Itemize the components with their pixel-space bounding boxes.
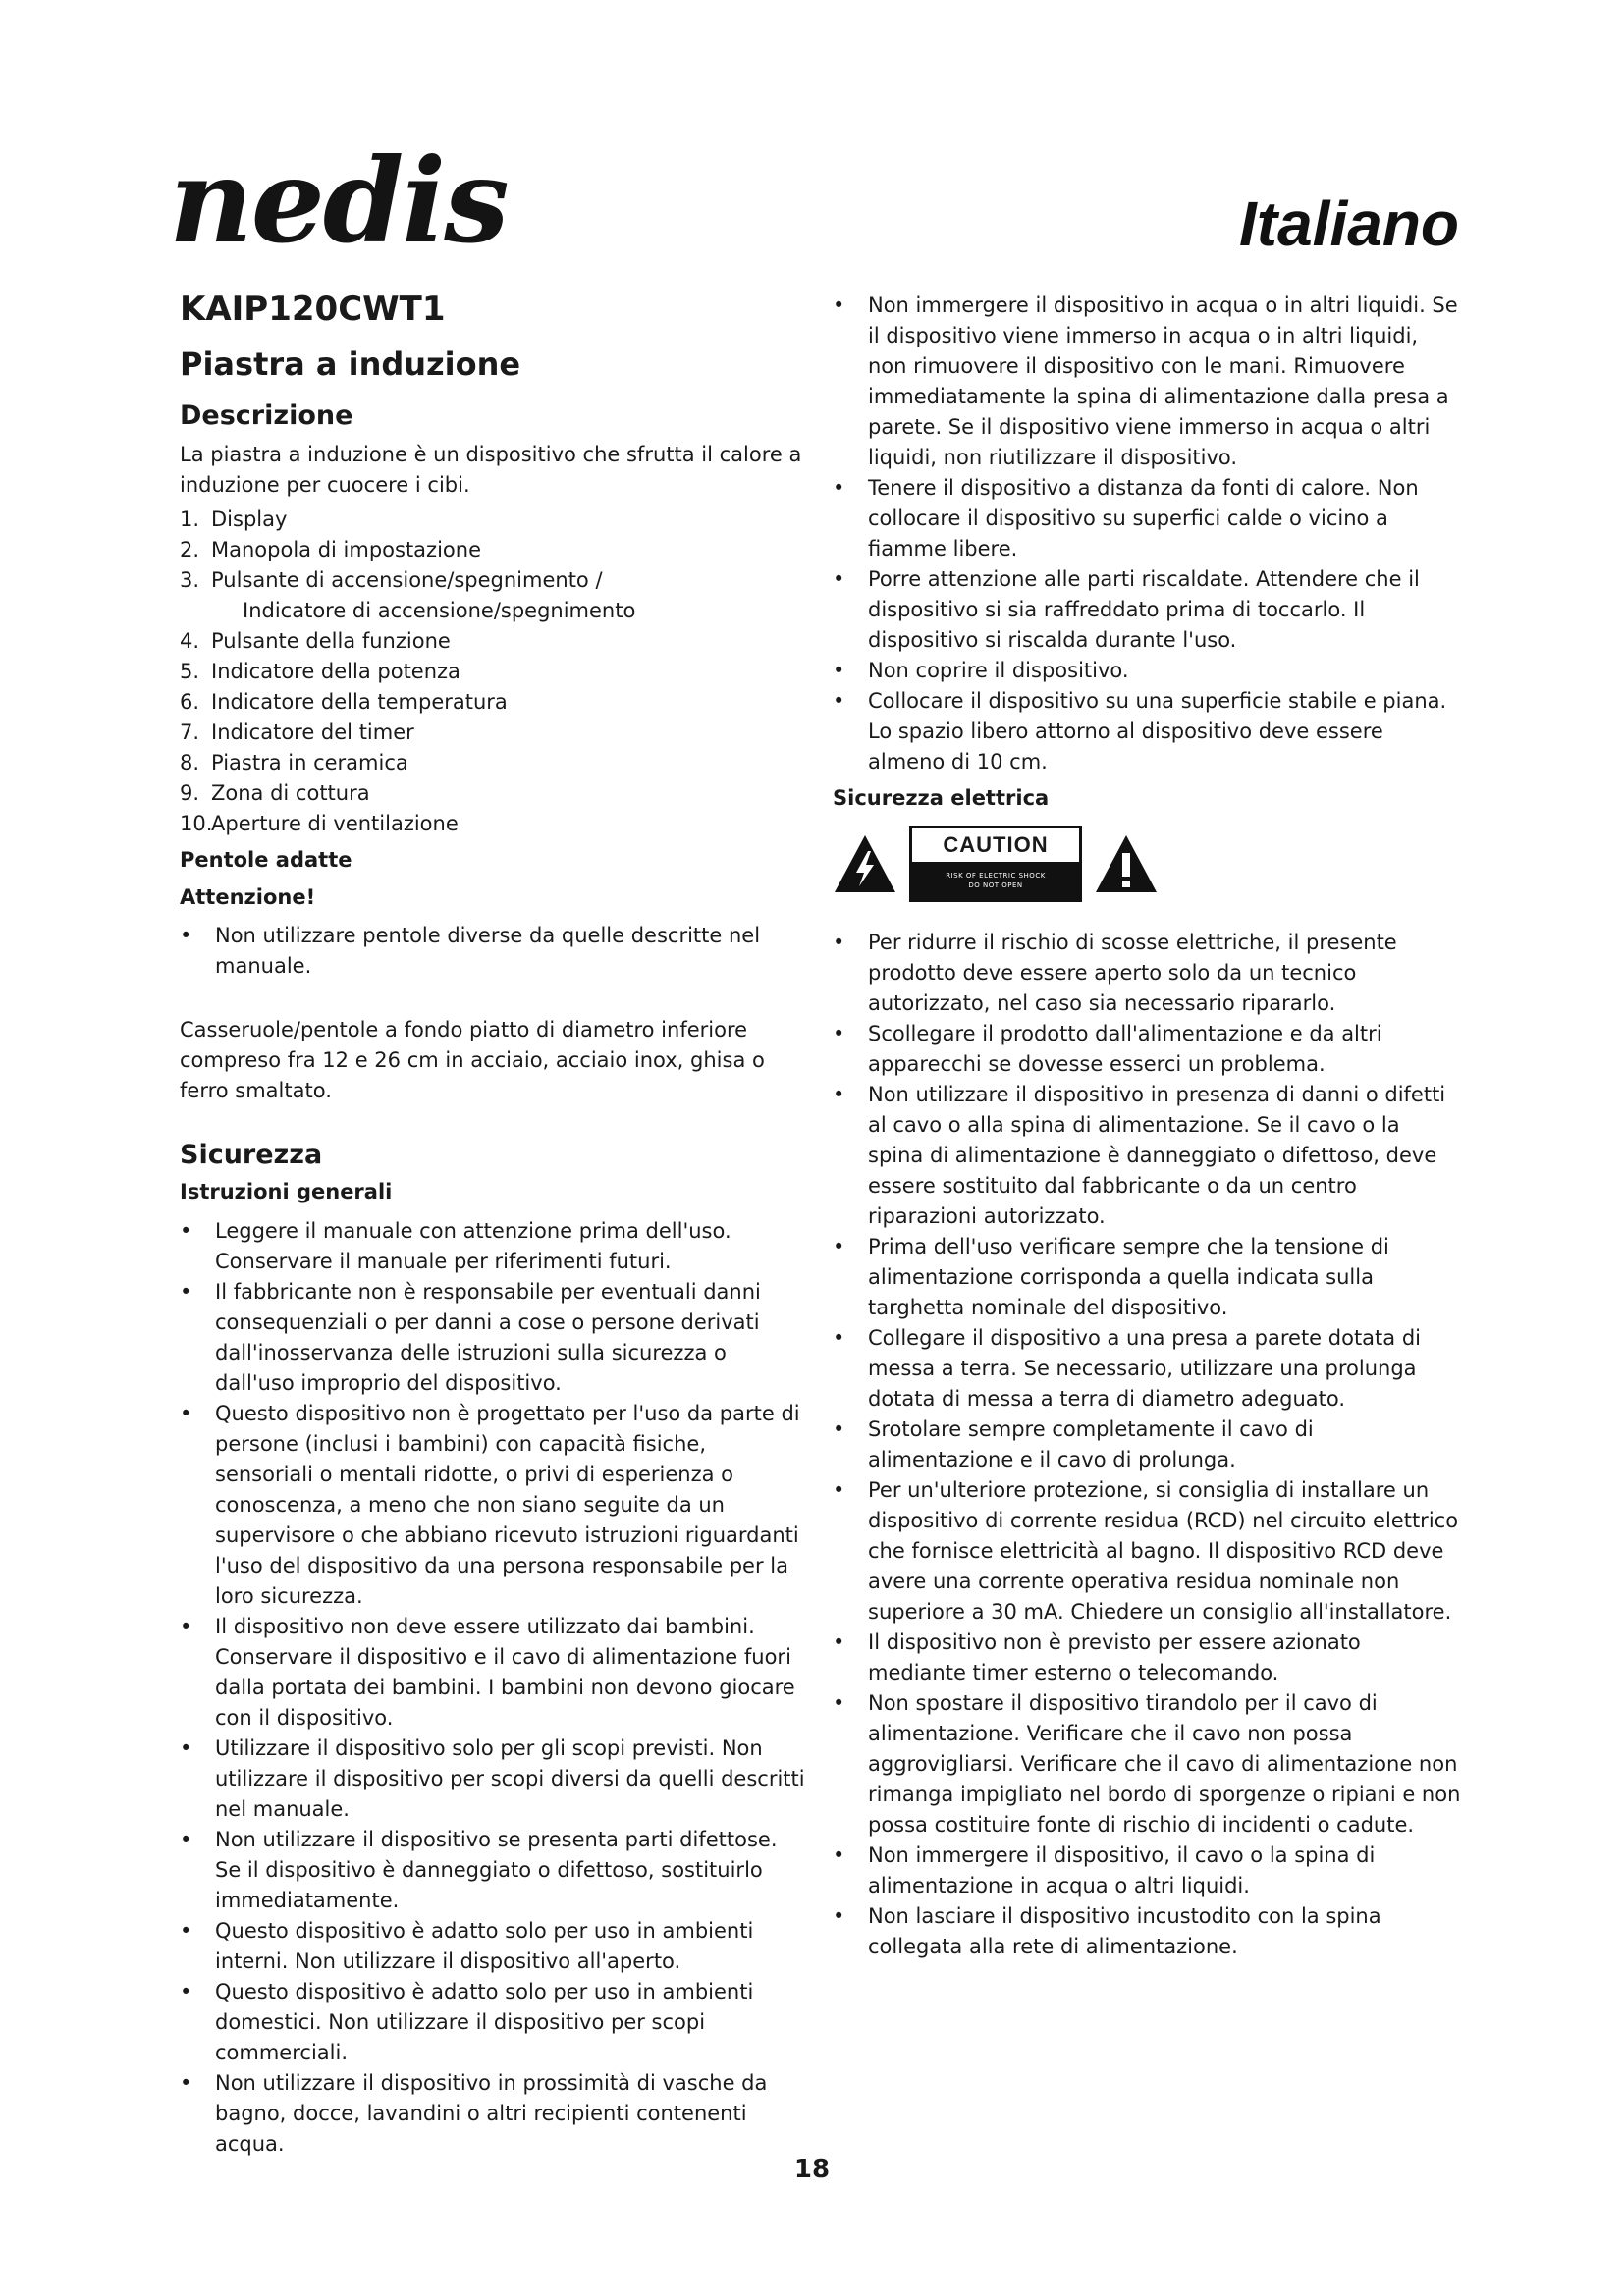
general-instructions-heading: Istruzioni generali — [180, 1180, 393, 1204]
part-number: 9. — [180, 781, 200, 806]
general-instructions-list — [180, 1216, 808, 2160]
bullet-text: Leggere il manuale con attenzione prima dell'uso. Conservare il manuale per riferimenti futuri. — [215, 1218, 731, 1273]
part-label: Indicatore della potenza — [211, 660, 460, 684]
part-number: 8. — [180, 751, 200, 775]
product-title: Piastra a induzione — [180, 346, 521, 384]
bullet-icon — [833, 564, 844, 595]
part-number: 7. — [180, 721, 200, 745]
part-label: Display — [211, 507, 288, 532]
caution-line-1: RISK OF ELECTRIC SHOCK — [946, 872, 1046, 881]
parts-list — [180, 505, 808, 839]
pans-text: Casseruole/pentole a fondo piatto di diametro inferiore compreso fra 12 e 26 cm in acciaio, acciaio inox, ghisa o ferro smaltato. — [180, 1017, 765, 1102]
bullet-item — [833, 473, 1461, 564]
electrical-safety-heading: Sicurezza elettrica — [833, 786, 1050, 810]
bullet-text: Questo dispositivo è adatto solo per uso in ambienti interni. Non utilizzare il dispositivo all'aperto. — [215, 1918, 754, 1973]
bullet-item — [833, 291, 1461, 473]
bullet-item — [180, 1916, 808, 1977]
caution-subtext — [912, 862, 1079, 899]
bullet-item — [833, 1475, 1461, 1628]
bullet-item — [833, 1080, 1461, 1232]
part-item — [180, 718, 808, 748]
bullet-item — [180, 1277, 808, 1399]
bullet-icon — [833, 1475, 844, 1506]
safety-heading: Sicurezza — [180, 1139, 323, 1170]
bullet-text: Non immergere il dispositivo, il cavo o la spina di alimentazione in acqua o altri liquidi. — [868, 1843, 1376, 1898]
caution-line-2: DO NOT OPEN — [968, 881, 1023, 890]
bullet-icon — [833, 656, 844, 686]
bullet-icon — [180, 2068, 191, 2099]
bullet-text: Non utilizzare pentole diverse da quelle descritte nel manuale. — [215, 923, 761, 978]
bullet-text: Srotolare sempre completamente il cavo di alimentazione e il cavo di prolunga. — [868, 1417, 1314, 1472]
bullet-text: Scollegare il prodotto dall'alimentazione e da altri apparecchi se dovesse esserci un problema. — [868, 1022, 1382, 1077]
bullet-icon — [833, 473, 844, 504]
bullet-icon — [833, 1415, 844, 1445]
bullet-icon — [833, 686, 844, 717]
bullet-item — [833, 1841, 1461, 1901]
bullet-icon — [180, 1734, 191, 1764]
part-item — [180, 535, 808, 565]
bullet-item — [833, 1019, 1461, 1080]
part-label: Indicatore della temperatura — [211, 690, 508, 715]
part-number: 10. — [180, 812, 213, 836]
part-item — [180, 687, 808, 718]
bullet-text: Collegare il dispositivo a una presa a parete dotata di messa a terra. Se necessario, utilizzare una prolunga dotata di messa a terra di diametro adeguato. — [868, 1326, 1421, 1412]
bullet-text: Per ridurre il rischio di scosse elettriche, il presente prodotto deve essere aperto solo da un tecnico autorizzato, nel caso sia necessario ripararlo. — [868, 931, 1397, 1016]
bullet-icon — [833, 1232, 844, 1262]
bullet-icon — [833, 1080, 844, 1110]
bullet-icon — [833, 1628, 844, 1658]
bullet-text: Non utilizzare il dispositivo in presenza di danni o difetti al cavo o alla spina di alimentazione. Se il cavo o la spina di alimentazione è danneggiato o difettoso, deve essere sostituito dal fabbricante o da un centro riparazioni autorizzato. — [868, 1083, 1446, 1229]
part-number: 5. — [180, 660, 200, 684]
part-item — [180, 565, 808, 626]
part-item — [180, 748, 808, 778]
part-item — [180, 778, 808, 809]
bullet-item — [180, 1825, 808, 1916]
bullet-icon — [833, 1688, 844, 1719]
bullet-icon — [180, 1916, 191, 1947]
bullet-text: Questo dispositivo è adatto solo per uso in ambienti domestici. Non utilizzare il dispositivo per scopi commerciali. — [215, 1979, 754, 2064]
bullet-text: Collocare il dispositivo su una superficie stabile e piana. Lo spazio libero attorno al dispositivo deve essere almeno di 10 cm. — [868, 689, 1447, 774]
bullet-text: Utilizzare il dispositivo solo per gli scopi previsti. Non utilizzare il dispositivo per scopi diversi da quelli descritti nel manuale. — [215, 1735, 805, 1821]
bullet-text: Non coprire il dispositivo. — [868, 659, 1129, 682]
bullet-icon — [180, 1612, 191, 1642]
part-item — [180, 809, 808, 839]
bullet-icon — [833, 1019, 844, 1049]
part-item — [180, 626, 808, 657]
bullet-item — [180, 1399, 808, 1612]
bullet-item — [833, 656, 1461, 686]
bullet-item — [180, 1734, 808, 1825]
bullet-icon — [180, 921, 191, 951]
part-number: 3. — [180, 568, 200, 593]
bullet-text: Non utilizzare il dispositivo se presenta parti difettose. Se il dispositivo è danneggiato o difettoso, sostituirlo immediatamente. — [215, 1827, 778, 1912]
bullet-icon — [180, 1216, 191, 1247]
bullet-icon — [180, 1277, 191, 1308]
part-number: 1. — [180, 507, 200, 532]
attention-list — [180, 921, 808, 982]
bullet-item — [833, 564, 1461, 656]
bullet-item — [180, 921, 808, 982]
bullet-icon — [833, 928, 844, 958]
bullet-item — [180, 1977, 808, 2068]
bullet-text: Porre attenzione alle parti riscaldate. Attendere che il dispositivo si sia raffreddato prima di toccarlo. Il dispositivo si riscalda durante l'uso. — [868, 567, 1420, 652]
bullet-item — [180, 2068, 808, 2160]
description-text: La piastra a induzione è un dispositivo che sfrutta il calore a induzione per cuocere i cibi. — [180, 443, 802, 498]
left-column — [180, 291, 808, 2163]
bullet-text: Non utilizzare il dispositivo in prossimità di vasche da bagno, docce, lavandini o altri recipienti contenenti acqua. — [215, 2070, 768, 2156]
part-label: Manopola di impostazione — [211, 538, 481, 562]
part-item — [180, 657, 808, 687]
part-label-continued: Indicatore di accensione/spegnimento — [243, 599, 636, 623]
part-label: Aperture di ventilazione — [211, 812, 459, 836]
bullet-item — [833, 1415, 1461, 1475]
pans-heading: Pentole adatte — [180, 848, 352, 873]
bullet-item — [833, 1323, 1461, 1415]
bullet-text: Prima dell'uso verificare sempre che la tensione di alimentazione corrisponda a quella indicata sulla targhetta nominale del dispositivo. — [868, 1235, 1389, 1320]
bullet-item — [833, 1232, 1461, 1323]
description-heading: Descrizione — [180, 400, 353, 431]
bullet-icon — [180, 1977, 191, 2007]
bullet-icon — [833, 1323, 844, 1354]
part-label: Indicatore del timer — [211, 721, 414, 745]
caution-title: CAUTION — [943, 832, 1049, 858]
model-number: KAIP120CWT1 — [180, 290, 446, 329]
brand-logo: nedis — [169, 133, 508, 269]
bullet-text: Il fabbricante non è responsabile per eventuali danni consequenziali o per danni a cose o persone derivati dall'inosservanza delle istruzioni sulla sicurezza o dall'uso improprio del dispositivo. — [215, 1279, 761, 1395]
bullet-item — [833, 1628, 1461, 1688]
bullet-text: Questo dispositivo non è progettato per l'uso da parte di persone (inclusi i bambini) con capacità fisiche, sensoriali o mentali ridotte, o privi di esperienza o conoscenza, a meno che non siano seguite da un supervisore o che abbiano ricevuto istruzioni riguardanti l'uso del dispositivo da una persona responsabile per la loro sicurezza. — [215, 1401, 800, 1608]
electrical-safety-list — [833, 928, 1461, 1962]
bullet-item — [833, 1901, 1461, 1962]
part-label: Zona di cottura — [211, 781, 370, 806]
part-number: 6. — [180, 690, 200, 715]
bullet-text: Non spostare il dispositivo tirandolo per il cavo di alimentazione. Verificare che il cavo non possa aggrovigliarsi. Verificare che il cavo di alimentazione non rimanga impigliato nel bordo di sporgenze o ripiani e non possa costituire fonte di rischio di incidenti o cadute. — [868, 1691, 1461, 1838]
bullet-text: Il dispositivo non deve essere utilizzato dai bambini. Conservare il dispositivo e il cavo di alimentazione fuori dalla portata dei bambini. I bambini non devono giocare con il dispositivo. — [215, 1614, 795, 1730]
page-number: 18 — [793, 2155, 831, 2184]
bullet-item — [833, 928, 1461, 1019]
caution-label — [833, 826, 1461, 902]
safety-list-continued — [833, 291, 1461, 777]
bullet-item — [180, 1216, 808, 1277]
bullet-item — [180, 1612, 808, 1734]
bullet-item — [833, 1688, 1461, 1841]
bullet-icon — [180, 1399, 191, 1429]
bullet-icon — [833, 1841, 844, 1871]
caution-box — [909, 826, 1082, 902]
bullet-icon — [833, 291, 844, 321]
part-label: Pulsante di accensione/spegnimento / — [211, 568, 603, 593]
language-label: Italiano — [1238, 188, 1459, 259]
bullet-text: Il dispositivo non è previsto per essere azionato mediante timer esterno o telecomando. — [868, 1630, 1361, 1685]
part-label: Piastra in ceramica — [211, 751, 408, 775]
attention-heading: Attenzione! — [180, 884, 316, 909]
bullet-text: Non immergere il dispositivo in acqua o in altri liquidi. Se il dispositivo viene immerso in acqua o in altri liquidi, non rimuovere il dispositivo con le mani. Rimuovere immediatamente la spina di alimentazione dalla presa a parete. Se il dispositivo viene immerso in acqua o altri liquidi, non riutilizzare il dispositivo. — [868, 294, 1458, 469]
part-number: 2. — [180, 538, 200, 562]
part-label: Pulsante della funzione — [211, 629, 451, 654]
part-number: 4. — [180, 629, 200, 654]
bullet-item — [833, 686, 1461, 777]
bullet-text: Non lasciare il dispositivo incustodito con la spina collegata alla rete di alimentazione. — [868, 1904, 1381, 1959]
right-column — [833, 291, 1461, 1966]
electric-shock-warning-icon — [833, 833, 897, 894]
part-item — [180, 505, 808, 535]
bullet-icon — [833, 1901, 844, 1932]
bullet-text: Per un'ulteriore protezione, si consiglia di installare un dispositivo di corrente residua (RCD) nel circuito elettrico che fornisce elettricità al bagno. Il dispositivo RCD deve avere una corrente operativa residua nominale non superiore a 30 mA. Chiedere un consiglio all'installatore. — [868, 1478, 1459, 1625]
bullet-text: Tenere il dispositivo a distanza da fonti di calore. Non collocare il dispositivo su superfici calde o vicino a fiamme libere. — [868, 476, 1419, 561]
bullet-icon — [180, 1825, 191, 1855]
exclamation-warning-icon — [1094, 833, 1159, 894]
